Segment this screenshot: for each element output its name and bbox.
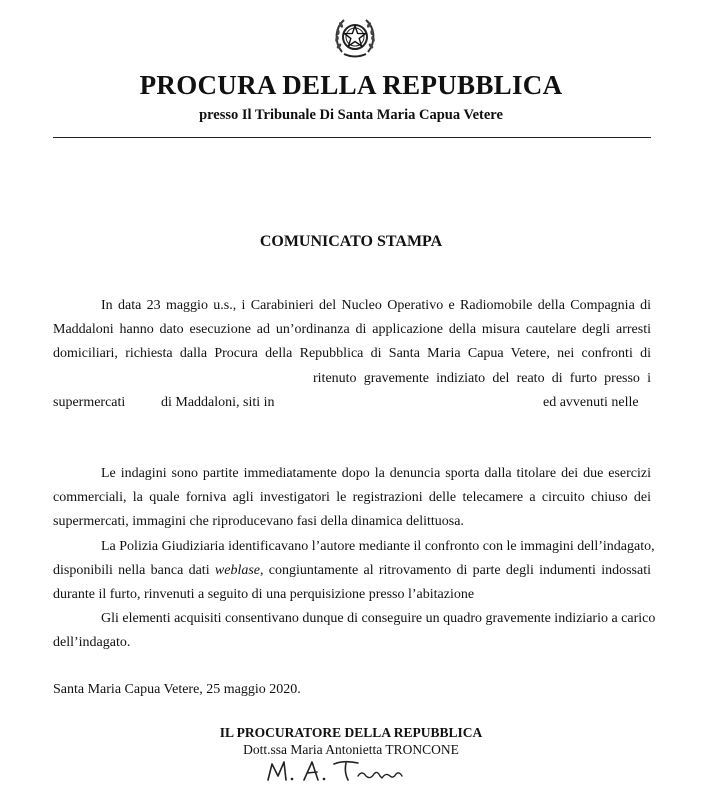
italian-republic-emblem-icon: [330, 12, 380, 62]
document-title: COMUNICATO STAMPA: [259, 233, 443, 250]
p2-line-1: Le indagini sono partite immediatamente dopo la denuncia sporta dalla titolare dei due esercizi: [101, 466, 651, 481]
p1-line-5-a: supermercati: [53, 395, 126, 410]
p1-line-1: In data 23 maggio u.s., i Carabinieri del Nucleo Operativo e Radiomobile della Compagnia di: [101, 298, 651, 313]
p4-line-2: dell’indagato.: [53, 635, 131, 650]
p1-line-3: domiciliari, richiesta dalla Procura della Repubblica di Santa Maria Capua Vetere, nei confronti di: [53, 346, 651, 361]
p2-line-3: supermercati, immagini che riproducevano fasi della dinamica delittuosa.: [53, 514, 464, 529]
date-line: Santa Maria Capua Vetere, 25 maggio 2020.: [53, 682, 301, 697]
office-title: PROCURA DELLA REPUBBLICA: [139, 70, 563, 100]
handwritten-signature: [262, 752, 412, 786]
p3-line-3: durante il furto, rinvenuti a seguito di una perquisizione presso l’abitazione: [53, 587, 475, 602]
p3-line-2-c: , congiuntamente al ritrovamento di parte degli indumenti indossati: [260, 563, 652, 578]
p1-line-5-b: di Maddaloni, siti in: [161, 395, 275, 410]
p4-line-1: Gli elementi acquisiti consentivano dunque di conseguire un quadro gravemente indiziario a carico: [101, 611, 656, 626]
office-subtitle: presso Il Tribunale Di Santa Maria Capua Vetere: [199, 107, 503, 123]
p3-line-1: La Polizia Giudiziaria identificavano l’autore mediante il confronto con le immagini dell’indagato,: [101, 539, 655, 554]
p3-line-2-a: disponibili nella banca dati: [53, 563, 210, 578]
header-divider: [53, 137, 651, 138]
p1-line-4: ritenuto gravemente indiziato del reato di furto presso i: [313, 371, 651, 386]
p1-line-5-c: ed avvenuti nelle: [543, 395, 639, 410]
signatory-role: IL PROCURATORE DELLA REPUBBLICA: [219, 725, 483, 740]
database-name: weblase: [214, 563, 260, 578]
p3-line-2: [53, 562, 651, 580]
signatory-name: Dott.ssa Maria Antonietta TRONCONE: [243, 742, 459, 757]
p1-line-2: Maddaloni hanno dato esecuzione ad un’ordinanza di applicazione della misura cautelare degli arresti: [53, 322, 651, 337]
p2-line-2: commerciali, la quale forniva agli investigatori le registrazioni delle telecamere a circuito chiuso dei: [53, 490, 651, 505]
